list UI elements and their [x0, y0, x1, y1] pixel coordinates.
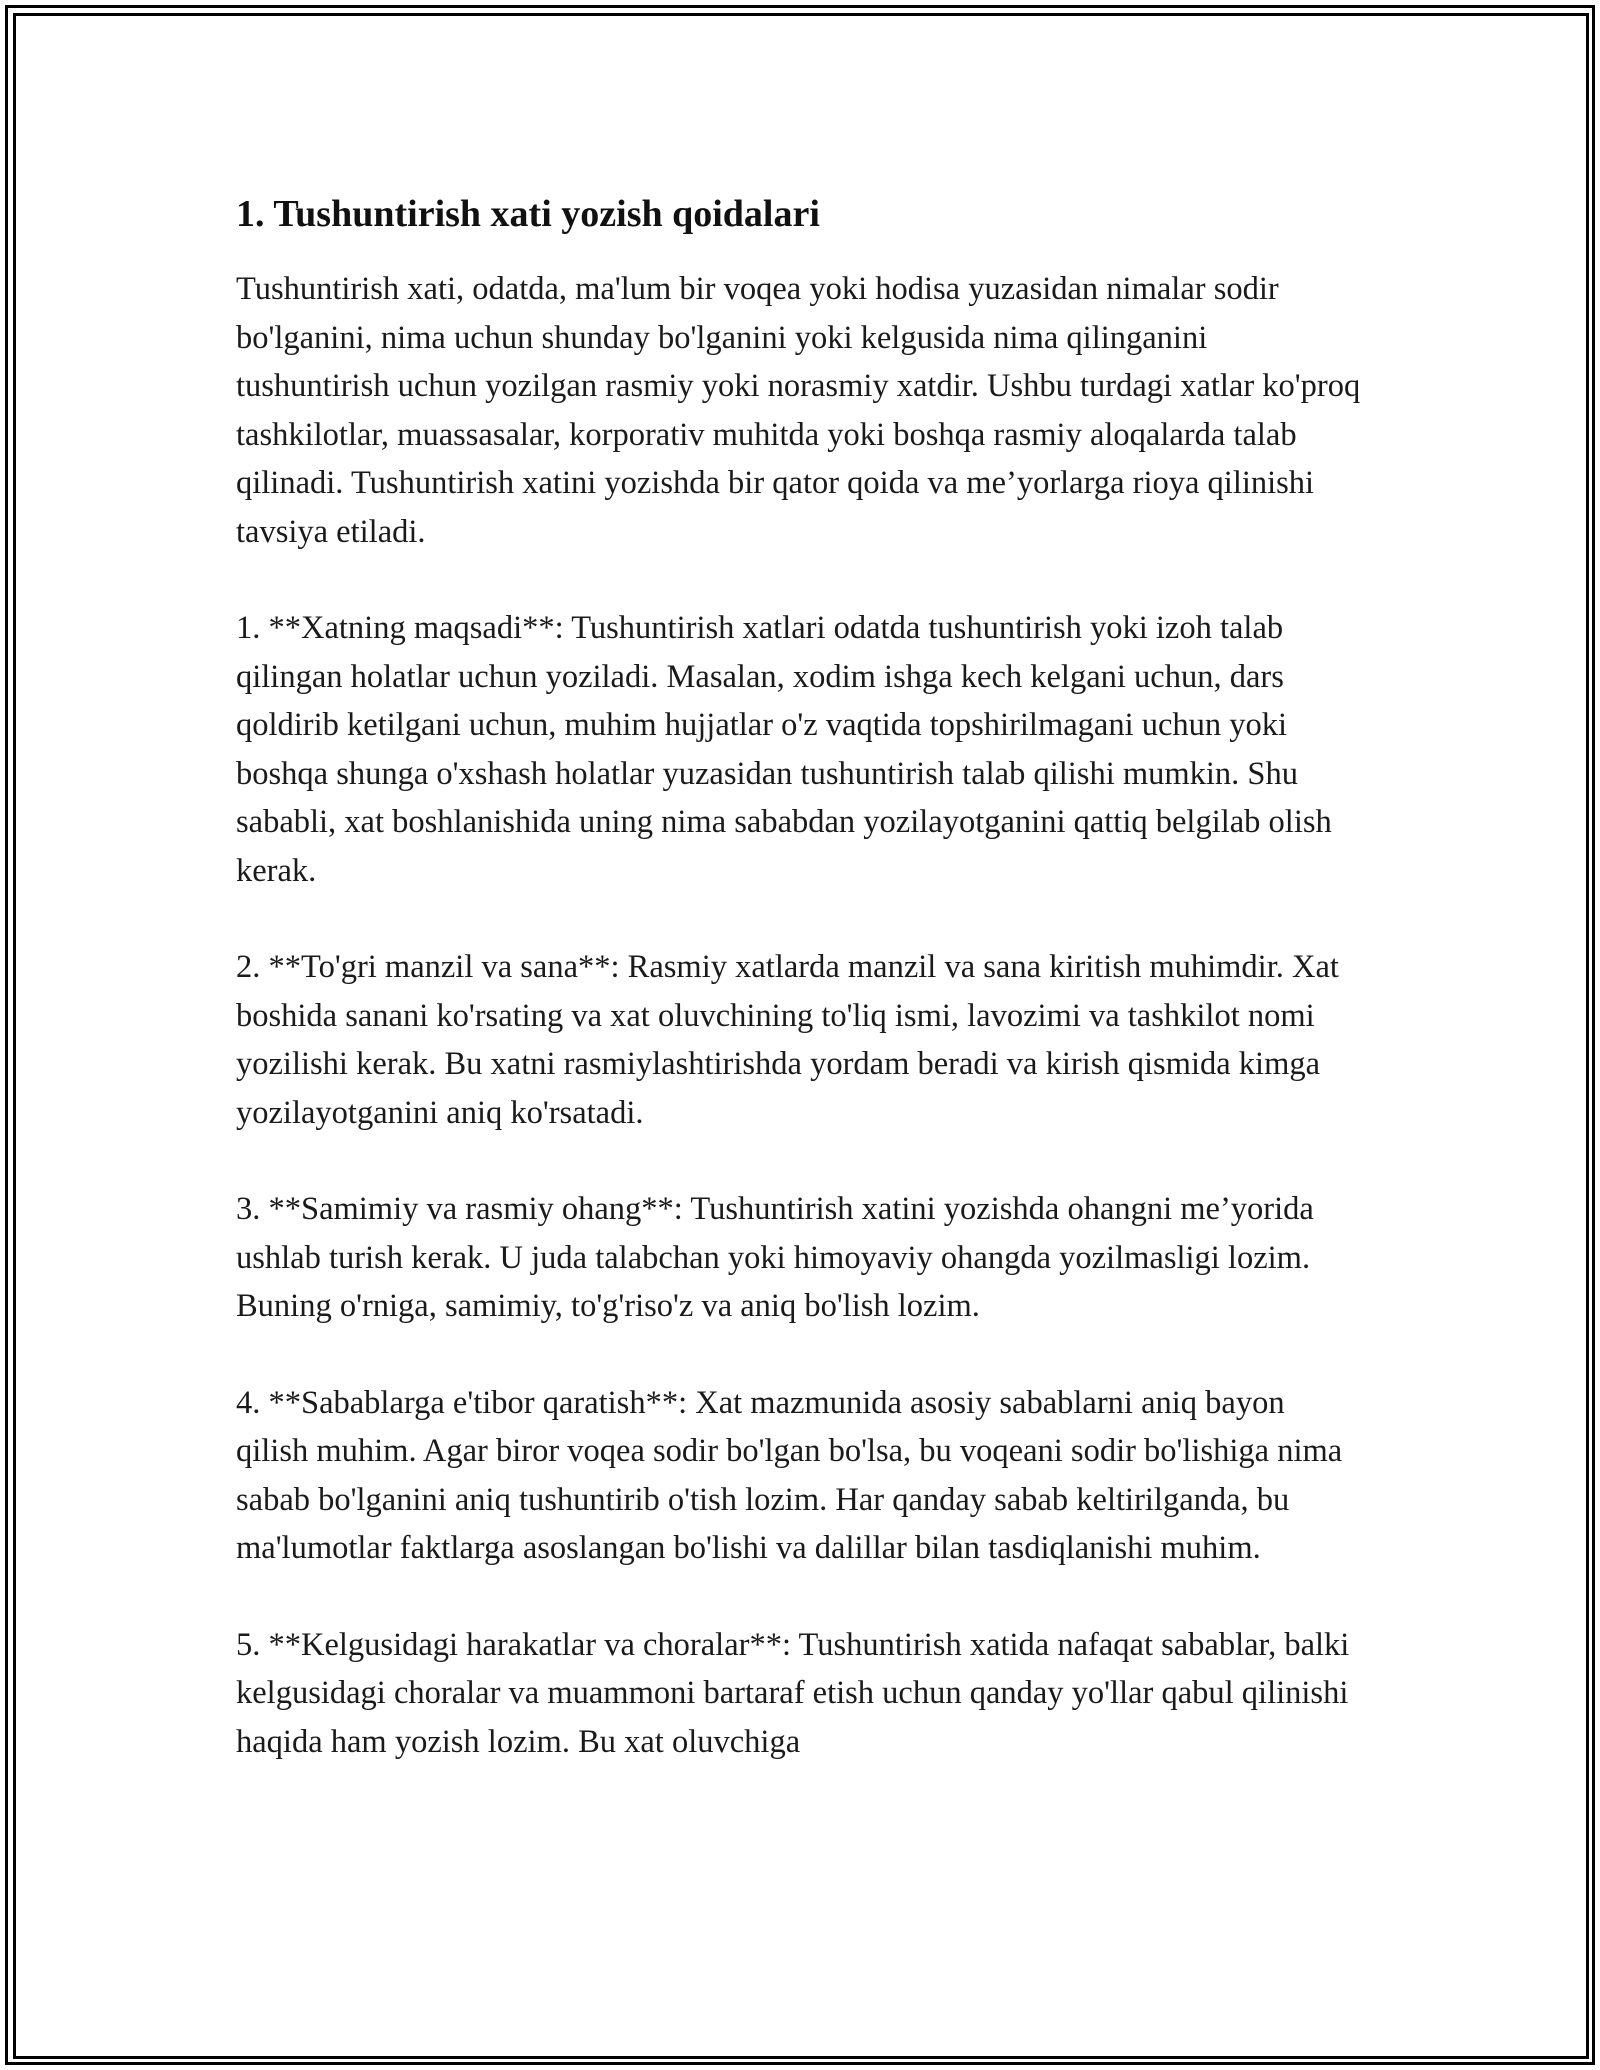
- rule-paragraph-2: 2. **To'gri manzil va sana**: Rasmiy xatlarda manzil va sana kiritish muhimdir. Xat boshida sanani ko'rsating va xat oluvchining to'liq ismi, lavozimi va tashkilot nomi yozilishi kerak. Bu xatni rasmiylashtirishda yordam beradi va kirish qismida kimga yozilayotganini aniq ko'rsatadi.: [236, 949, 1339, 1131]
- document-body: [236, 188, 1364, 1814]
- intro-paragraph: Tushuntirish xati, odatda, ma'lum bir voqea yoki hodisa yuzasidan nimalar sodir bo'lganini, nima uchun shunday bo'lganini yoki kelgusida nima qilinganini tushuntirish uchun yozilgan rasmiy yoki norasmiy xatdir. Ushbu turdagi xatlar ko'proq tashkilotlar, muassasalar, korporativ muhitda yoki boshqa rasmiy aloqalarda talab qilinadi. Tushuntirish xatini yozishda bir qator qoida va me’yorlarga rioya qilinishi tavsiya etiladi.: [236, 271, 1361, 550]
- document-heading: 1. Tushuntirish xati yozish qoidalari: [236, 193, 820, 235]
- rule-paragraph-5: 5. **Kelgusidagi harakatlar va choralar**: Tushuntirish xatida nafaqat sabablar, balki kelgusidagi choralar va muammoni bartaraf etish uchun qanday yo'llar qabul qilinishi haqida ham yozish lozim. Bu xat oluvchiga: [236, 1626, 1350, 1760]
- rule-paragraph-1: 1. **Xatning maqsadi**: Tushuntirish xatlari odatda tushuntirish yoki izoh talab qilingan holatlar uchun yoziladi. Masalan, xodim ishga kech kelgani uchun, dars qoldirib ketilgani uchun, muhim hujjatlar o'z vaqtida topshirilmagani uchun yoki boshqa shunga o'xshash holatlar yuzasidan tushuntirish talab qilishi mumkin. Shu sababli, xat boshlanishida uning nima sababdan yozilayotganini qattiq belgilab olish kerak.: [236, 610, 1332, 889]
- rule-paragraph-4: 4. **Sabablarga e'tibor qaratish**: Xat mazmunida asosiy sabablarni aniq bayon qilish muhim. Agar biror voqea sodir bo'lgan bo'lsa, bu voqeani sodir bo'lishiga nima sabab bo'lganini aniq tushuntirib o'tish lozim. Har qanday sabab keltirilganda, bu ma'lumotlar faktlarga asoslangan bo'lishi va dalillar bilan tasdiqlanishi muhim.: [236, 1384, 1343, 1566]
- rule-paragraph-3: 3. **Samimiy va rasmiy ohang**: Tushuntirish xatini yozishda ohangni me’yorida ushlab turish kerak. U juda talabchan yoki himoyaviy ohangda yozilmasligi lozim. Buning o'rniga, samimiy, to'g'riso'z va aniq bo'lish lozim.: [236, 1191, 1314, 1324]
